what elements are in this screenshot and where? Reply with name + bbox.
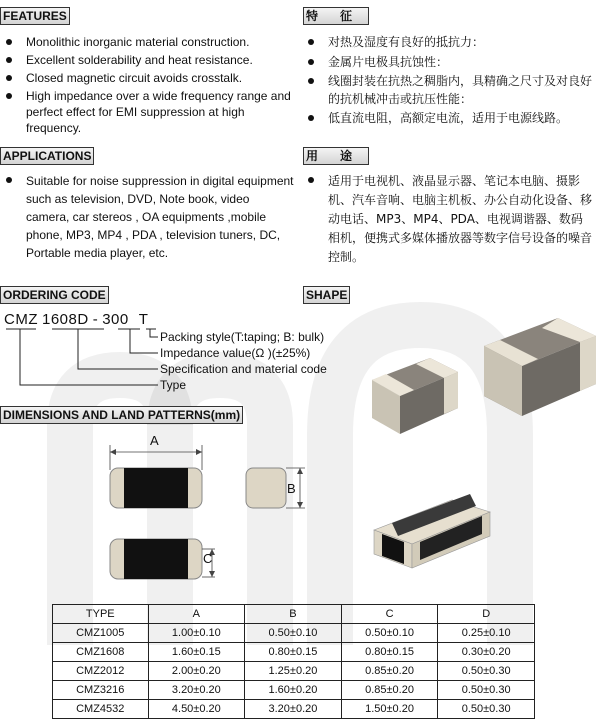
dimension-label-c: C [203,551,213,566]
code-part-packing: T [138,311,149,328]
shape-heading: SHAPE [303,286,350,304]
features-heading: FEATURES [0,7,70,25]
chip-3d-drawing [366,494,498,572]
applications-heading: APPLICATIONS [0,147,94,165]
table-cell: 0.50±0.10 [245,624,342,643]
table-cell: 4.50±0.20 [148,700,245,719]
code-part-type: CMZ [4,311,38,328]
table-cell: CMZ2012 [53,662,149,681]
feature-item: Monolithic inorganic material construction. [2,34,292,50]
feature-item-cn: 对热及湿度有良好的抵抗力： [304,34,594,52]
table-cell: 1.00±0.10 [148,624,245,643]
impedance-label: Impedance value(Ω )(±25%) [160,346,311,360]
feature-item-cn: 金属片电极具抗蚀性： [304,54,594,72]
code-part-impedance: 300 [102,311,129,328]
table-cell: 1.60±0.15 [148,643,245,662]
code-part-spec: 1608D [42,311,89,328]
table-cell: 3.20±0.20 [245,700,342,719]
table-cell: CMZ4532 [53,700,149,719]
table-cell: 0.50±0.30 [438,662,535,681]
feature-item: Excellent solderability and heat resistance. [2,52,292,68]
table-header: D [438,605,535,624]
applications-list-cn [304,172,594,269]
table-cell: 1.60±0.20 [245,681,342,700]
feature-item: Closed magnetic circuit avoids crosstalk. [2,70,292,86]
dimension-drawings [100,432,350,582]
table-cell: 1.50±0.20 [341,700,438,719]
table-row [53,700,535,719]
features-list-cn [304,34,594,130]
table-row [53,624,535,643]
specification-label: Specification and material code [160,362,327,376]
small-chip [372,358,458,434]
table-cell: CMZ1005 [53,624,149,643]
table-cell: 0.50±0.30 [438,700,535,719]
table-cell: 0.50±0.30 [438,681,535,700]
type-label: Type [160,378,187,392]
ordering-code [4,311,152,328]
table-header: C [341,605,438,624]
dimension-label-a: A [150,433,159,448]
shape-chips-image [360,310,600,440]
table-cell: 1.25±0.20 [245,662,342,681]
side-view-c [110,539,215,579]
dimensions-heading: DIMENSIONS AND LAND PATTERNS(mm) [0,406,243,424]
dimension-label-b: B [287,481,296,496]
applications-heading-cn: 用途 [303,147,369,165]
ordering-code-heading: ORDERING CODE [0,286,109,304]
table-header: B [245,605,342,624]
table-cell: 0.30±0.20 [438,643,535,662]
top-view-a [110,445,202,508]
large-chip [484,318,596,416]
feature-item: High impedance over a wide frequency range and perfect effect for EMI suppression at high frequency. [2,88,292,136]
packing-style-label: Packing style(T:taping; B: bulk) [160,330,325,344]
table-row [53,681,535,700]
applications-list [2,172,294,264]
table-row [53,662,535,681]
table-cell: 3.20±0.20 [148,681,245,700]
code-part-dash: - [92,311,99,328]
table-header: TYPE [53,605,149,624]
applications-text-cn: 适用于电视机、液晶显示器、笔记本电脑、摄影机、汽车音响、电脑主机板、办公自动化设备、移动电话、MP3、MP4、PDA、电视调谐器、数码相机，便携式多媒体播放器等数字信号设备的噪音控制。 [304,172,594,267]
table-cell: 0.85±0.20 [341,662,438,681]
end-view-b [246,468,305,508]
table-cell: 0.50±0.10 [341,624,438,643]
feature-item-cn: 线圈封装在抗热之稠脂内，具精确之尺寸及对良好的抗机械冲击或抗压性能： [304,73,594,108]
table-cell: 0.85±0.20 [341,681,438,700]
table-cell: 0.80±0.15 [245,643,342,662]
features-heading-cn: 特征 [303,7,369,25]
table-cell: 0.25±0.10 [438,624,535,643]
table-cell: 2.00±0.20 [148,662,245,681]
table-cell: 0.80±0.15 [341,643,438,662]
table-header: A [148,605,245,624]
applications-text: Suitable for noise suppression in digital equipment such as television, DVD, Note book, video camera, car stereos , OA equipments ,mobile phone, MP3, MP4 , PDA , television tuners, DC, Portable media player, etc. [2,172,294,262]
table-row [53,643,535,662]
dimensions-table [52,604,535,719]
table-cell: CMZ1608 [53,643,149,662]
table-cell: CMZ3216 [53,681,149,700]
features-list [2,34,292,138]
table-header-row [53,605,535,624]
feature-item-cn: 低直流电阻，高额定电流，适用于电源线路。 [304,110,594,128]
